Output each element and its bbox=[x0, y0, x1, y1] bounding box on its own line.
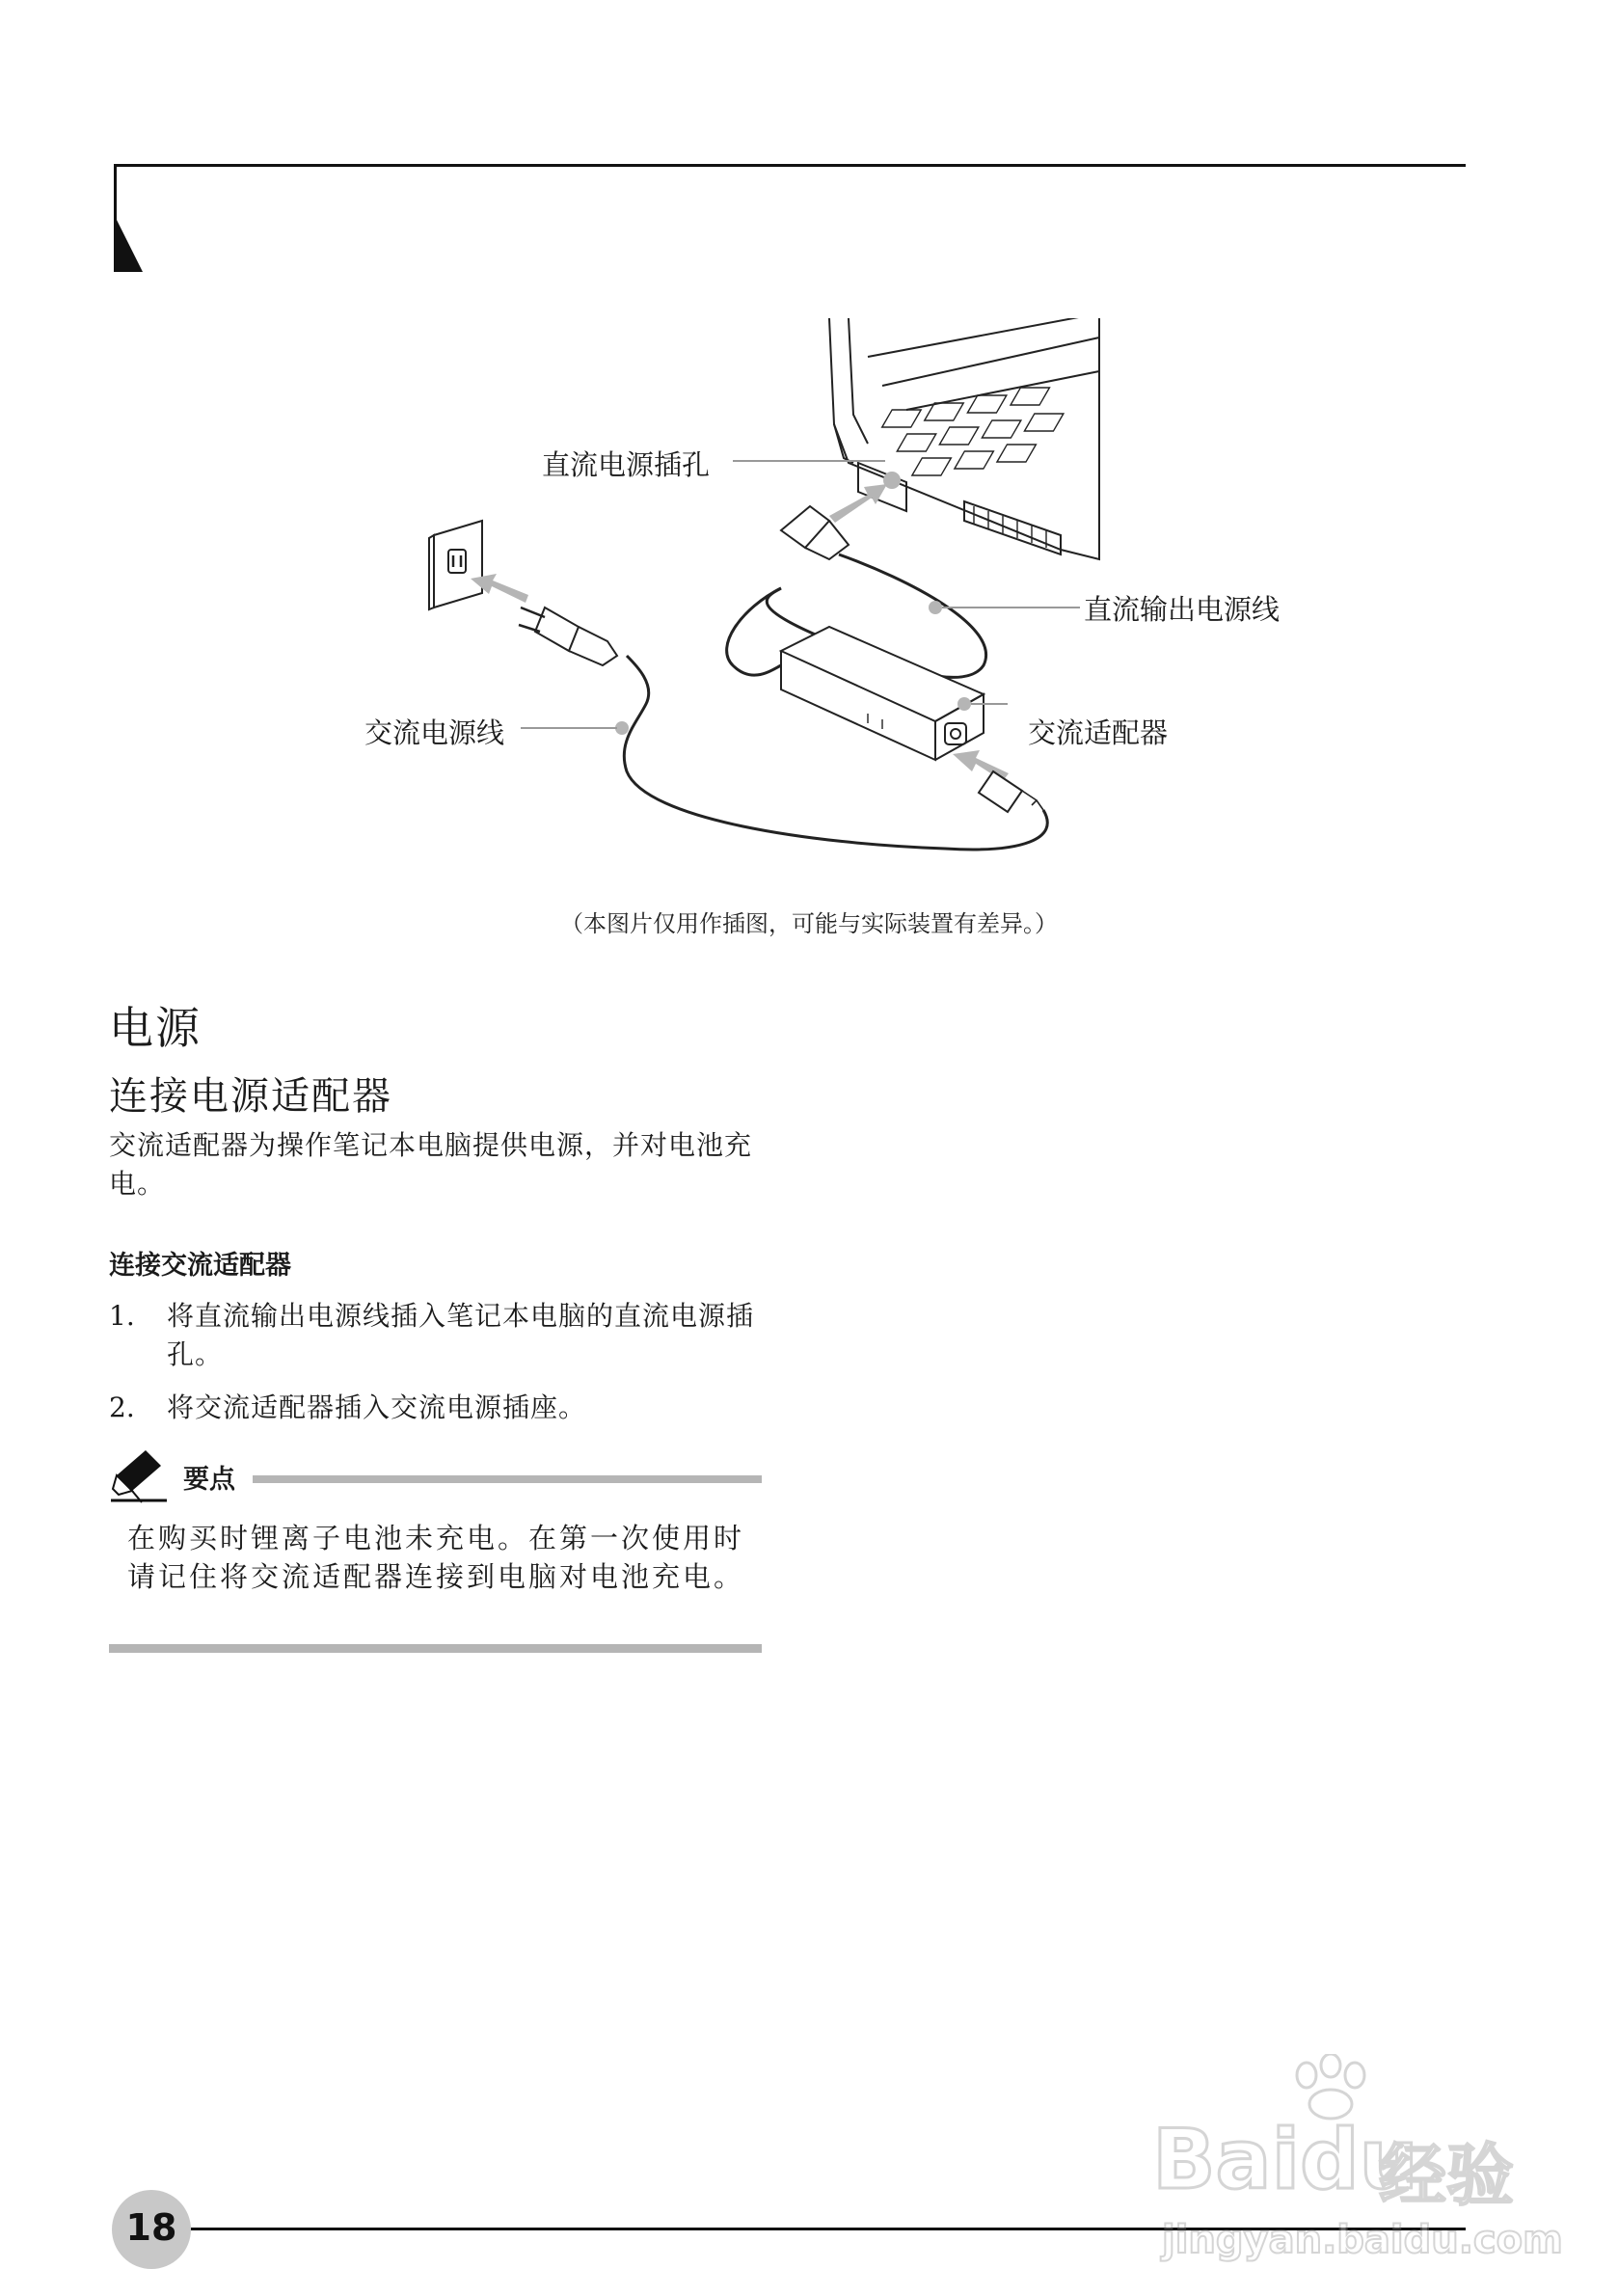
section-title: 电源 bbox=[109, 1002, 202, 1054]
page-number: 18 bbox=[125, 2206, 177, 2249]
intro-paragraph: 交流适配器为操作笔记本电脑提供电源，并对电池充电。 bbox=[109, 1129, 753, 1200]
note-bottom-bar bbox=[109, 1644, 762, 1653]
watermark-logo-cn: 经验 bbox=[1379, 2136, 1514, 2215]
wall-outlet bbox=[429, 521, 482, 609]
callout-dc-jack: 直流电源插孔 bbox=[542, 448, 711, 481]
procedure-title: 连接交流适配器 bbox=[109, 1251, 291, 1281]
paw-icon bbox=[1287, 2054, 1374, 2121]
step-number: 2. bbox=[109, 1391, 135, 1423]
illustration-caption: （本图片仅用作插图，可能与实际装置有差异。） bbox=[560, 910, 1058, 937]
step-text: 将交流适配器插入交流电源插座。 bbox=[167, 1391, 587, 1423]
note-text: 在购买时锂离子电池未充电。在第一次使用时请记住将交流适配器连接到电脑对电池充电。 bbox=[127, 1522, 745, 1593]
header-rule bbox=[116, 164, 1466, 167]
watermark-logo-text-2: du bbox=[1300, 2112, 1418, 2208]
step-item bbox=[109, 1297, 765, 1374]
step-item bbox=[109, 1389, 765, 1427]
pencil-icon bbox=[109, 1446, 171, 1508]
section-subtitle: 连接电源适配器 bbox=[109, 1074, 392, 1119]
adapter-brick bbox=[781, 627, 984, 760]
laptop-illustration bbox=[829, 318, 1099, 559]
watermark-url: jingyan.baidu.com bbox=[1162, 2218, 1563, 2262]
watermark-logo-text: Bai bbox=[1152, 2112, 1301, 2208]
note-header-bar bbox=[253, 1475, 762, 1483]
step-text: 将直流输出电源线插入笔记本电脑的直流电源插孔。 bbox=[167, 1300, 755, 1370]
note-label: 要点 bbox=[183, 1465, 235, 1495]
baidu-watermark bbox=[1152, 2054, 1563, 2276]
callout-dc-cable: 直流输出电源线 bbox=[1084, 593, 1281, 626]
callout-ac-cable: 交流电源线 bbox=[364, 716, 505, 749]
header-corner-marker bbox=[114, 214, 143, 272]
callout-ac-adapter: 交流适配器 bbox=[1028, 716, 1169, 749]
step-number: 1. bbox=[109, 1300, 135, 1332]
